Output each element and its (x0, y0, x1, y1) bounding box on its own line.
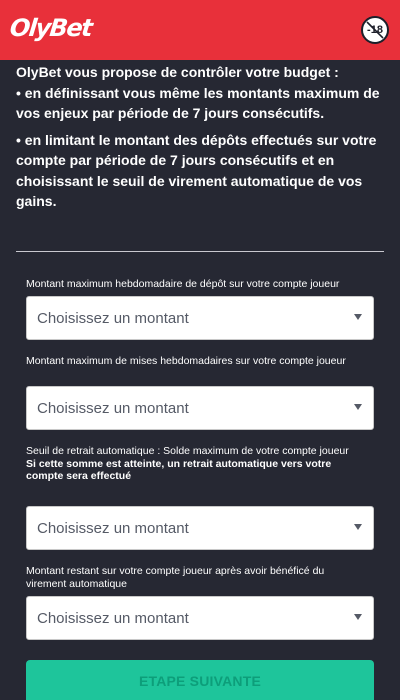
select-value: Choisissez un montant (37, 400, 189, 417)
remaining-balance-label: Montant restant sur votre compte joueur après avoir bénéficé du virement automatique (26, 565, 325, 590)
auto-withdrawal-threshold-select[interactable] (26, 506, 374, 550)
next-step-button[interactable] (26, 660, 374, 700)
caret-down-icon (354, 614, 362, 620)
budget-intro (16, 62, 388, 212)
app-header (0, 0, 400, 60)
section-divider (16, 251, 384, 252)
age-badge-label: -18 (367, 24, 383, 36)
select-value: Choisissez un montant (37, 520, 189, 537)
weekly-deposit-limit-label: Montant maximum hebdomadaire de dépôt sur votre compte joueur (26, 278, 340, 290)
intro-heading: OlyBet vous propose de contrôler votre budget : (16, 64, 339, 80)
weekly-stake-limit-label: Montant maximum de mises hebdomadaires sur votre compte joueur (26, 355, 346, 367)
age-restriction-18-icon (361, 16, 389, 44)
weekly-stake-limit-select[interactable] (26, 386, 374, 430)
select-value: Choisissez un montant (37, 610, 189, 627)
intro-bullet-deposits: • en limitant le montant des dépôts effectués sur votre compte par période de 7 jours consécutifs et en choisissant le seuil de virement automatique de vos gains. (16, 131, 377, 209)
caret-down-icon (354, 524, 362, 530)
olybet-logo[interactable]: OlyBet (8, 14, 93, 42)
caret-down-icon (354, 314, 362, 320)
auto-withdrawal-note: Si cette somme est atteinte, un retrait automatique vers votre compte sera effectué (26, 457, 332, 482)
auto-withdrawal-threshold-label: Seuil de retrait automatique : Solde maximum de votre compte joueur Si cette somme est atteinte, un retrait automatique vers votre compte sera effectué (26, 445, 366, 483)
next-step-label: ETAPE SUIVANTE (138, 673, 262, 689)
remaining-balance-select[interactable] (26, 596, 374, 640)
select-value: Choisissez un montant (37, 310, 189, 327)
intro-bullet-stakes: • en définissant vous même les montants maximum de vos enjeux par période de 7 jours consécutifs. (16, 84, 380, 121)
weekly-deposit-limit-select[interactable] (26, 296, 374, 340)
caret-down-icon (354, 404, 362, 410)
